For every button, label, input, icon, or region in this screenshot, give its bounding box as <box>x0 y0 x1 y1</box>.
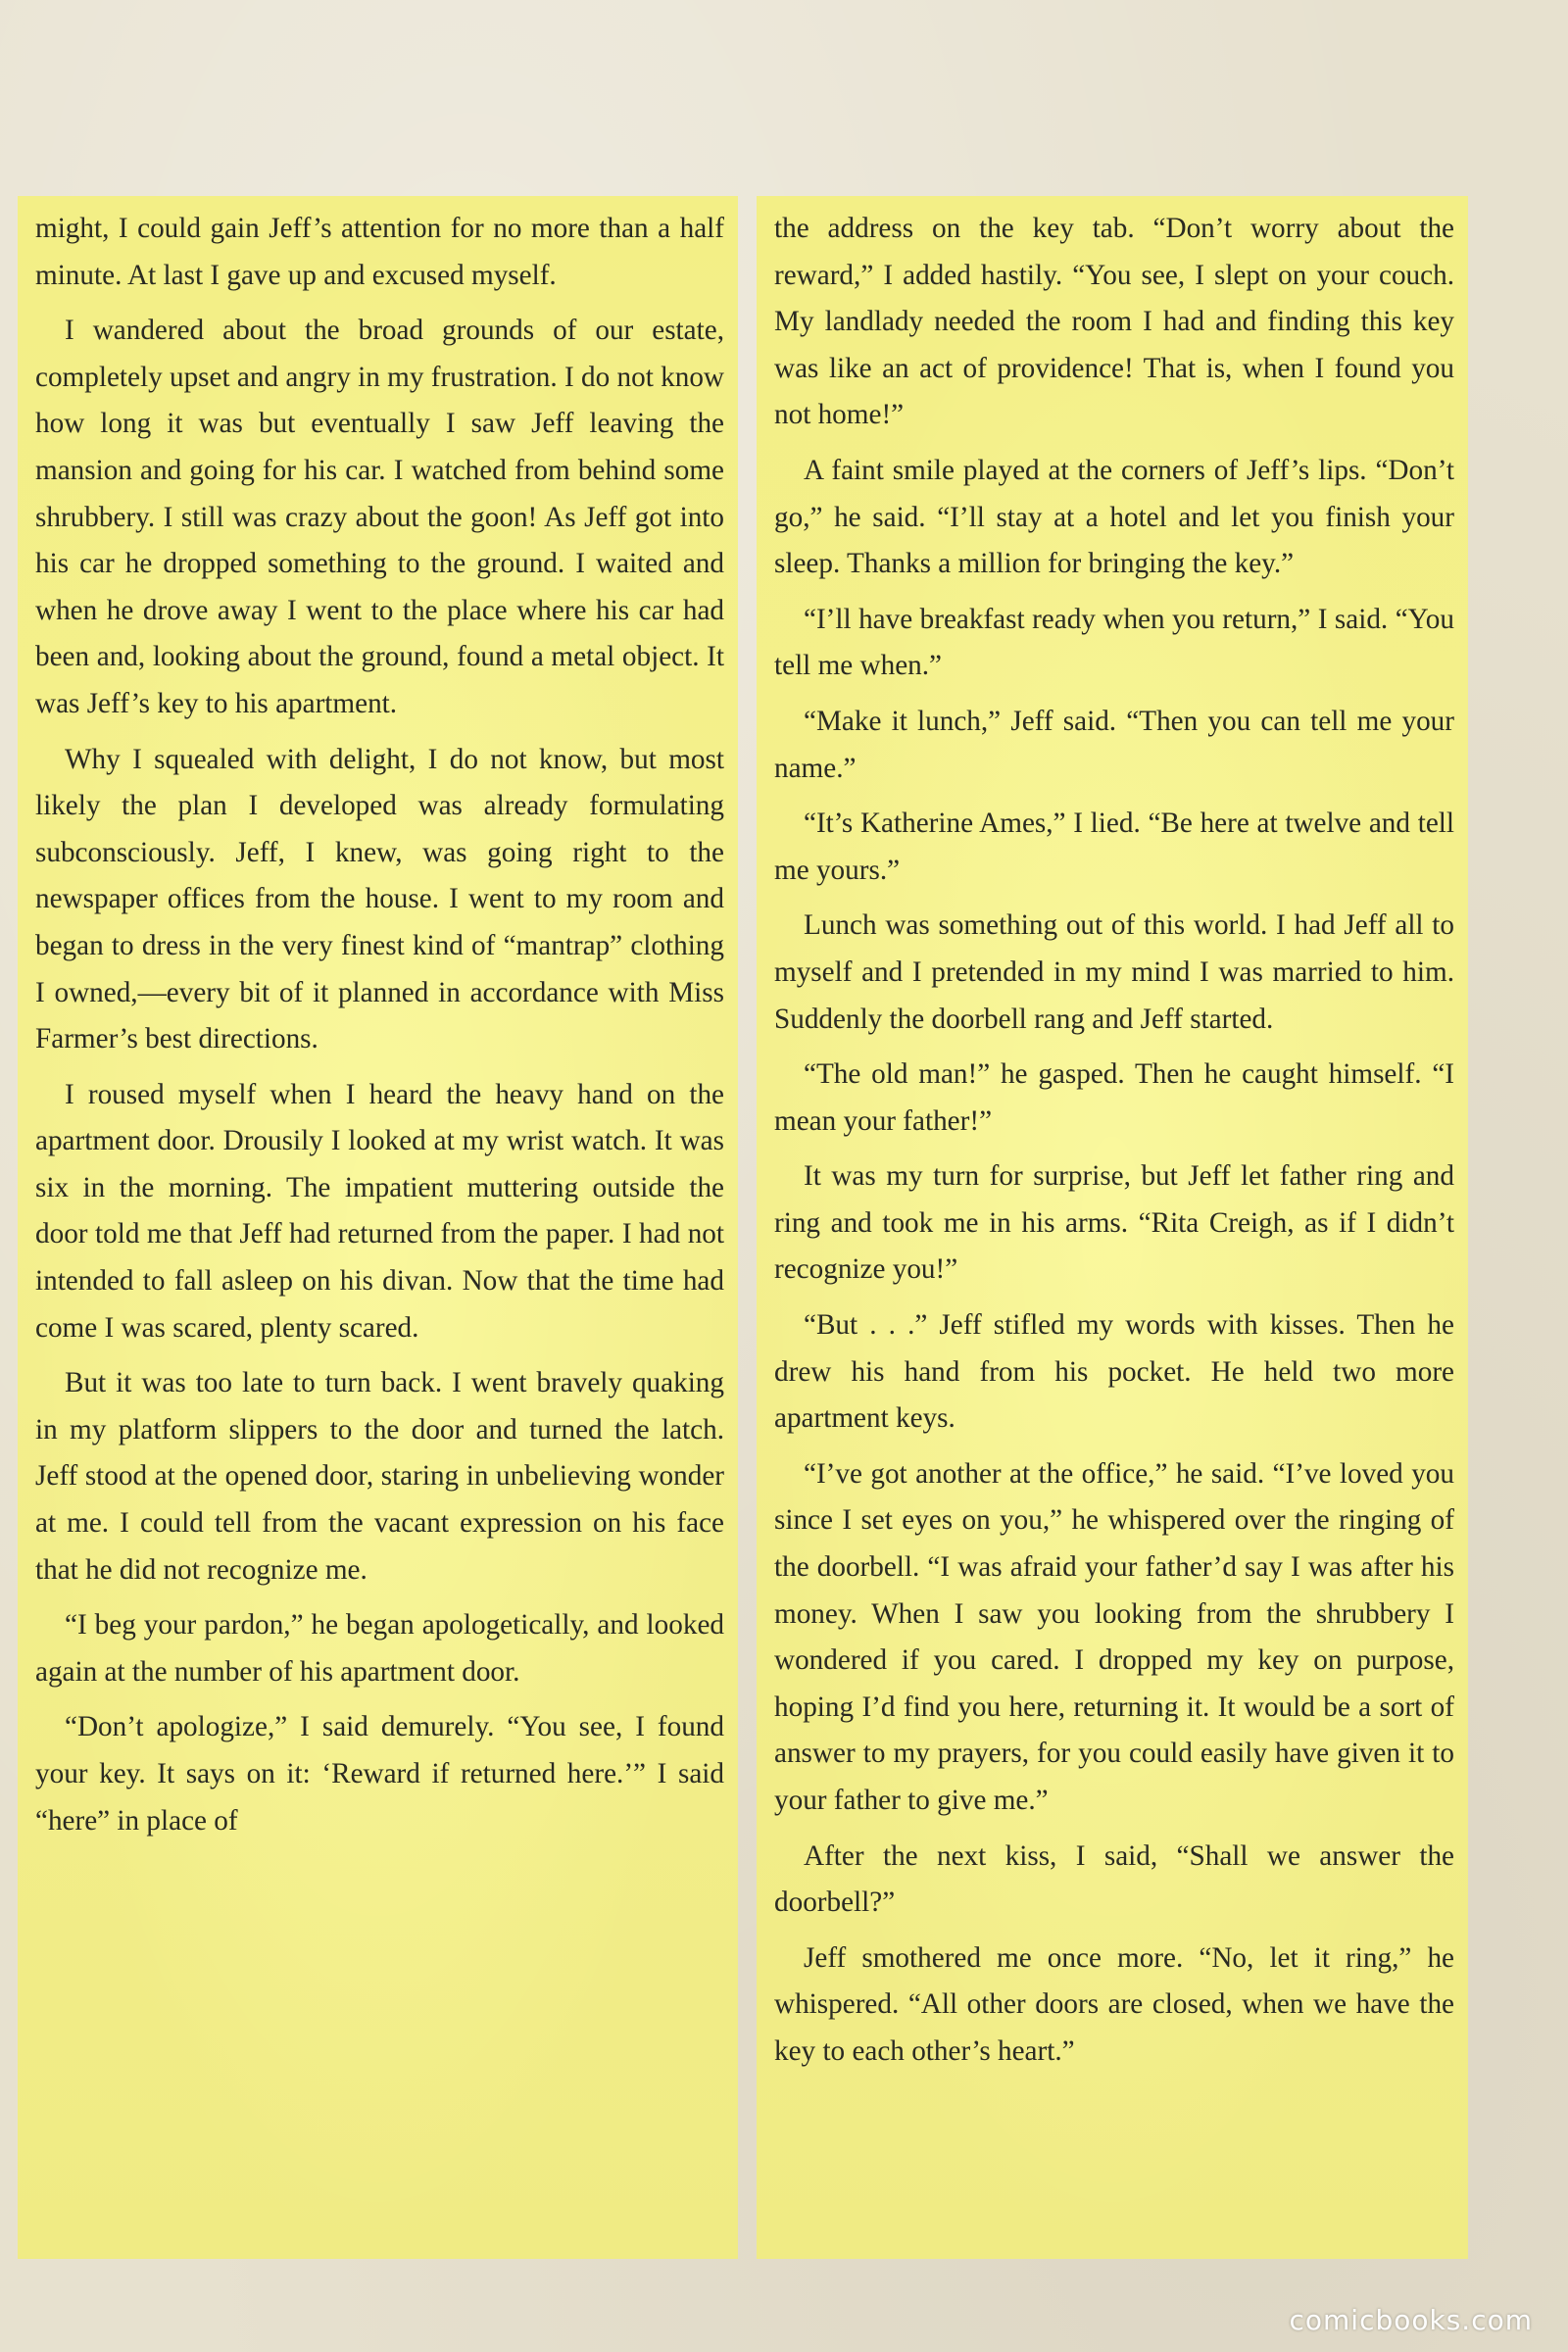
left-paragraph-7: “Don’t apologize,” I said demurely. “You see, I found your key. It says on it: ‘Reward if returned here.’” I said “here” in place of <box>35 1711 724 1837</box>
right-paragraph-5: “It’s Katherine Ames,” I lied. “Be here at twelve and tell me yours.” <box>774 808 1454 886</box>
right-paragraph-12: Jeff smothered me once more. “No, let it ring,” he whispered. “All other doors are closed, when we have the key to each other’s heart.” <box>774 1941 1454 2067</box>
left-paragraph-6: “I beg your pardon,” he began apologetically, and looked again at the number of his apartment door. <box>35 1609 724 1688</box>
site-watermark: comicbooks.com <box>1289 2304 1533 2336</box>
left-paragraph-2: I wandered about the broad grounds of our estate, completely upset and angry in my frustration. I do not know how long it was but eventually I saw Jeff leaving the mansion and going for his car. I watched from behind some shrubbery. I still was crazy about the goon! As Jeff got into his car he dropped something to the ground. I waited and when he drove away I went to the place where his car had been and, looking about the ground, found a metal object. It was Jeff’s key to his apartment. <box>35 315 724 719</box>
right-paragraph-3: “I’ll have breakfast ready when you return,” I said. “You tell me when.” <box>774 603 1454 682</box>
left-paragraph-5: But it was too late to turn back. I went bravely quaking in my platform slippers to the door and turned the latch. Jeff stood at the opened door, staring in unbelieving wonder at me. I could tell from the vacant expression on his face that he did not recognize me. <box>35 1367 724 1586</box>
right-paragraph-10: “I’ve got another at the office,” he said. “I’ve loved you since I set eyes on you,” he whispered over the ringing of the doorbell. “I was afraid your father’d say I was after his money. When I saw you looking from the shrubbery I wondered if you cared. I dropped my key on purpose, hoping I’d find you here, returning it. It would be a sort of answer to my prayers, for you could easily have given it to your father to give me.” <box>774 1457 1454 1816</box>
right-paragraph-8: It was my turn for surprise, but Jeff let father ring and ring and took me in his arms. “Rita Creigh, as if I didn’t recognize you!” <box>774 1160 1454 1286</box>
right-paragraph-6: Lunch was something out of this world. I had Jeff all to myself and I pretended in my mind I was married to him. Suddenly the doorbell rang and Jeff started. <box>774 909 1454 1035</box>
left-paragraph-4: I roused myself when I heard the heavy hand on the apartment door. Drousily I looked at my wrist watch. It was six in the morning. The impatient muttering outside the door told me that Jeff had returned from the paper. I had not intended to fall asleep on his divan. Now that the time had come I was scared, plenty scared. <box>35 1078 724 1344</box>
right-paragraph-7: “The old man!” he gasped. Then he caught himself. “I mean your father!” <box>774 1058 1454 1137</box>
left-paragraph-1: might, I could gain Jeff’s attention for no more than a half minute. At last I gave up and excused myself. <box>35 213 724 291</box>
left-text-column <box>18 196 738 2259</box>
right-paragraph-9: “But . . .” Jeff stifled my words with kisses. Then he drew his hand from his pocket. He held two more apartment keys. <box>774 1309 1454 1435</box>
right-paragraph-1: the address on the key tab. “Don’t worry about the reward,” I added hastily. “You see, I slept on your couch. My landlady needed the room I had and finding this key was like an act of providence! That is, when I found you not home!” <box>774 213 1454 431</box>
right-paragraph-4: “Make it lunch,” Jeff said. “Then you can tell me your name.” <box>774 705 1454 784</box>
right-text-column <box>757 196 1468 2259</box>
right-paragraph-2: A faint smile played at the corners of Jeff’s lips. “Don’t go,” he said. “I’ll stay at a hotel and let you finish your sleep. Thanks a million for bringing the key.” <box>774 454 1454 580</box>
right-paragraph-11: After the next kiss, I said, “Shall we answer the doorbell?” <box>774 1839 1454 1919</box>
left-paragraph-3: Why I squealed with delight, I do not know, but most likely the plan I developed was already formulating subconsciously. Jeff, I knew, was going right to the newspaper offices from the house. I went to my room and began to dress in the very finest kind of “mantrap” clothing I owned,—every bit of it planned in accordance with Miss Farmer’s best directions. <box>35 743 724 1055</box>
